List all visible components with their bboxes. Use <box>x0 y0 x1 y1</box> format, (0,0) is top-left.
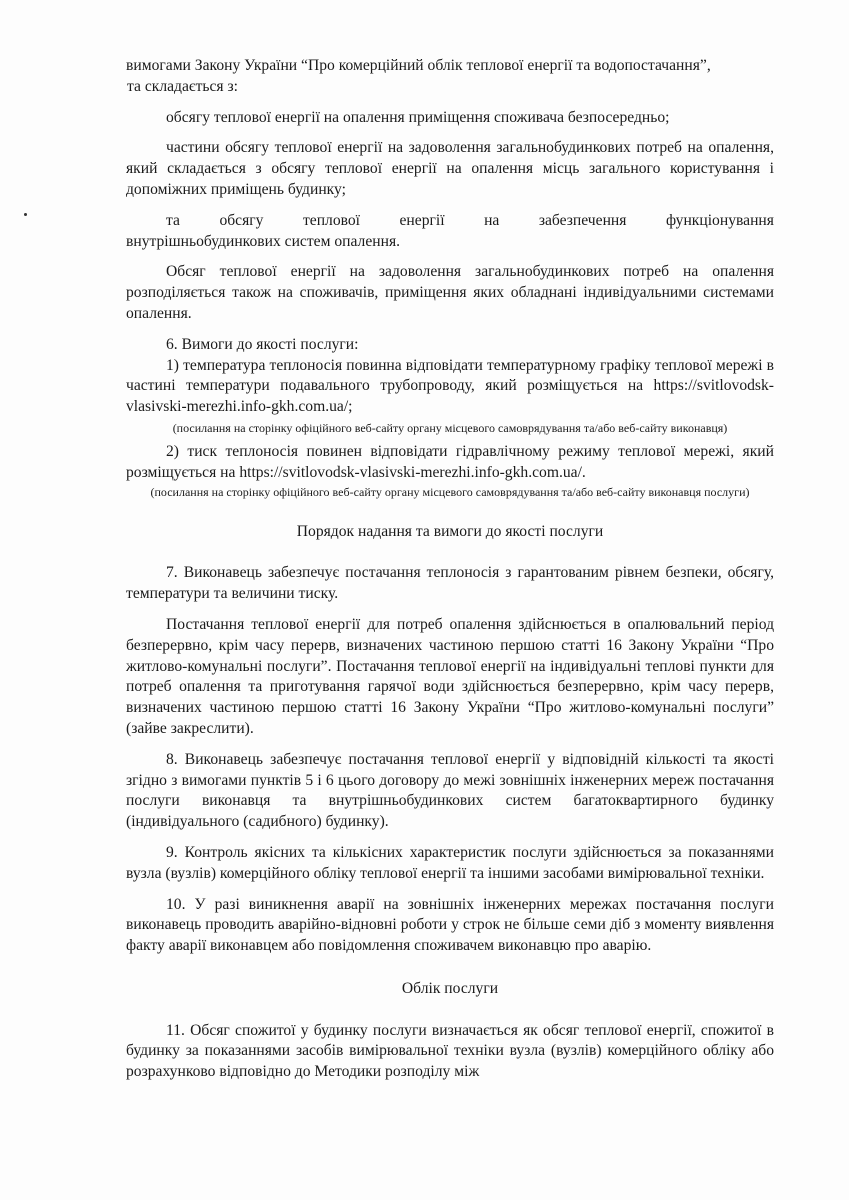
list-item-internal-systems-first-line <box>126 211 774 232</box>
paragraph-9: 9. Контроль якісних та кількісних характеристик послуги здійснюється за показаннями вузла (вузлів) комерційного обліку теплової енергії та іншими засобами вимірювальної техніки. <box>126 843 774 882</box>
word: та <box>166 211 180 229</box>
section-6-title: 6. Вимоги до якості послуги: <box>166 335 359 353</box>
section-heading-order: Порядок надання та вимоги до якості послуги <box>296 522 604 540</box>
word: теплової <box>302 211 361 229</box>
paragraph-7: 7. Виконавець забезпечує постачання теплоносія з гарантованим рівнем безпеки, обсягу, температури та величини тиску. <box>126 564 774 603</box>
paragraph-8: 8. Виконавець забезпечує постачання теплової енергії у відповідній кількості та якості згідно з вимогами пунктів 5 і 6 цього договору до межі зовнішніх інженерних мереж постачання послуги виконавця та внутрішньобудинкових систем багатоквартирного будинку (індивідуального (садибного) будинку). <box>126 750 774 831</box>
intro-line-1: вимогами Закону України “Про комерційний облік теплової енергії та водопостачання”, <box>126 57 711 74</box>
requirement-temperature: 1) температура теплоносія повинна відповідати температурному графіку теплової мережі в частині температури подавального трубопроводу, який розміщується на https://svitlovodsk-vlasivski-merezhi.info-gkh.com.ua/; <box>126 356 774 416</box>
word: забезпечення <box>538 211 627 229</box>
section-heading-accounting: Облік послуги <box>401 979 499 997</box>
scan-speck <box>24 213 27 216</box>
document-body <box>126 56 774 1083</box>
paragraph-11: 11. Обсяг спожитої у будинку послуги визначається як обсяг теплової енергії, спожитої в будинку за показаннями засобів вимірювальної техніки вузла (вузлів) комерційного обліку або розрахунково відповідно до Методики розподілу між <box>126 1021 774 1081</box>
list-item-internal-systems <box>126 211 774 253</box>
word: функціонування <box>665 211 774 229</box>
paragraph-heat-supply: Постачання теплової енергії для потреб опалення здійснюється в опалювальний період безперервно, крім часу перерв, визначених частиною першою статті 16 Закону України “Про житлово-комунальні послуги”. Постачання теплової енергії на індивідуальні теплові пункти для потреб опалення та приготування гарячої води здійснюється безперервно, крім часу перерв, визначених частиною першою статті 16 Закону України “Про житлово-комунальні послуги” (зайве закреслити). <box>126 615 774 737</box>
paragraph-10: 10. У разі виникнення аварії на зовнішніх інженерних мережах постачання послуги виконавець проводить аварійно-відновні роботи у строк не більше семи діб з моменту виявлення факту аварії виконавцем або повідомлення споживачем виконавцю про аварію. <box>126 895 774 955</box>
list-item-internal-systems-end: внутрішньобудинкових систем опалення. <box>126 232 401 250</box>
word: енергії <box>399 211 445 229</box>
footnote-link-2: (посилання на сторінку офіційного веб-сайту органу місцевого самоврядування та/або веб-сайту виконавця послуги) <box>150 484 750 499</box>
list-item-common-needs: частини обсягу теплової енергії на задоволення загальнобудинкових потреб на опалення, який складається з обсягу теплової енергії на опалення місць загального користування і допоміжних приміщень будинку; <box>126 139 774 198</box>
footnote-link-1: (посилання на сторінку офіційного веб-сайту органу місцевого самоврядування та/або веб-сайту виконавця) <box>172 420 728 435</box>
paragraph-distribution: Обсяг теплової енергії на задоволення загальнобудинкових потреб на опалення розподіляється також на споживачів, приміщення яких обладнані індивідуальними системами опалення. <box>126 263 774 322</box>
word: обсягу <box>219 211 264 229</box>
intro-line-2: та складається з: <box>127 77 238 95</box>
word: на <box>484 211 500 229</box>
requirement-pressure: 2) тиск теплоносія повинен відповідати гідравлічному режиму теплової мережі, який розміщується на https://svitlovodsk-vlasivski-merezhi.info-gkh.com.ua/. <box>126 442 774 481</box>
list-item-heat-premises: обсягу теплової енергії на опалення приміщення споживача безпосередньо; <box>166 108 670 126</box>
